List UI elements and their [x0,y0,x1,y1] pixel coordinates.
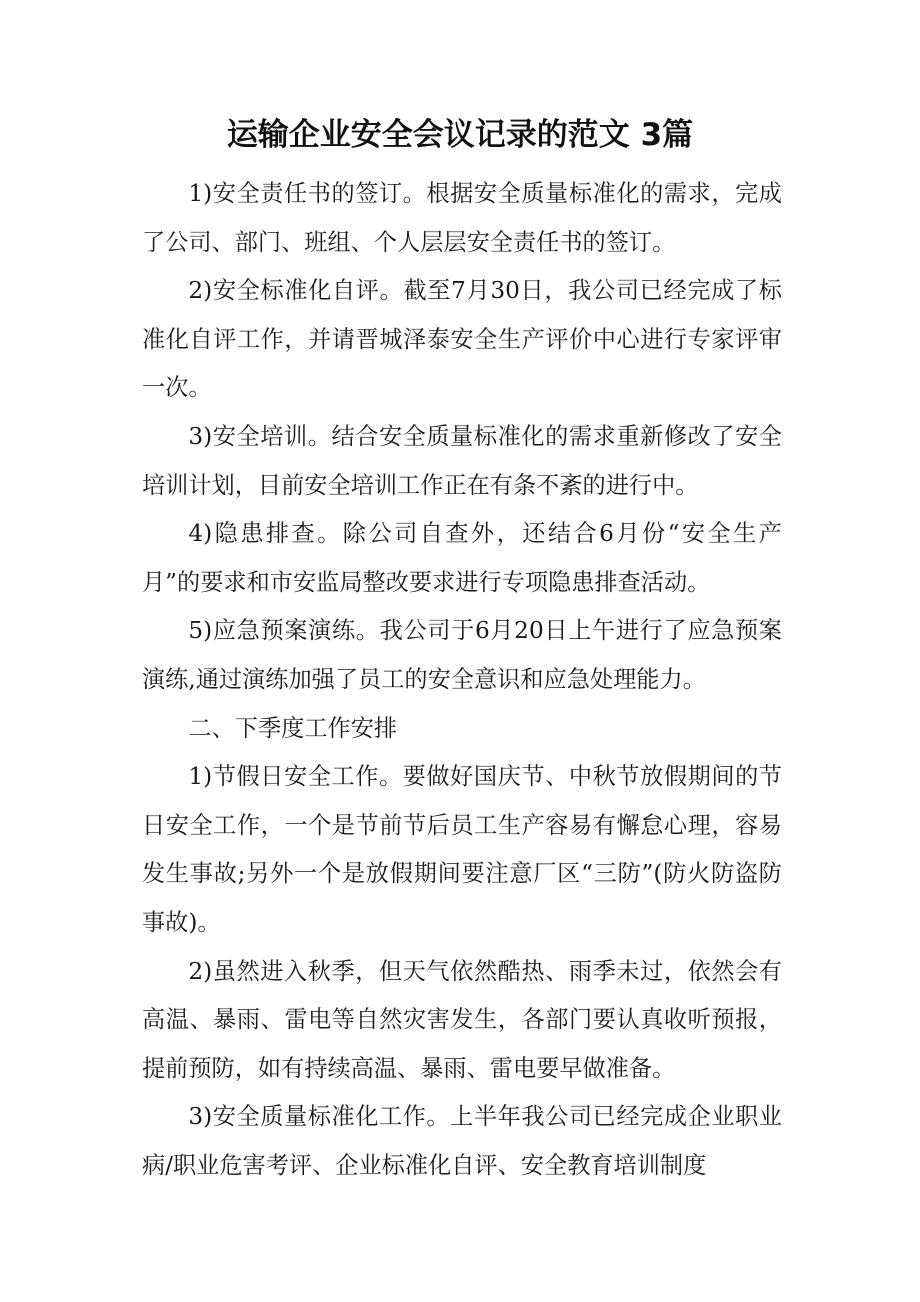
paragraph-weather-precautions: 2)虽然进入秋季，但天气依然酷热、雨季未过，依然会有高温、暴雨、雷电等自然灾害发生，各部门要认真收听预报，提前预防，如有持续高温、暴雨、雷电要早做准备。 [142,957,782,1082]
paragraph-emergency-drill: 5)应急预案演练。我公司于6月20日上午进行了应急预案演练,通过演练加强了员工的安全意识和应急处理能力。 [142,617,782,693]
paragraph-holiday-safety: 1)节假日安全工作。要做好国庆节、中秋节放假期间的节日安全工作，一个是节前节后员工生产容易有懈怠心理，容易发生事故;另外一个是放假期间要注意厂区“三防”(防火防盗防事故)。 [142,763,782,936]
paragraph-quality-standardization: 3)安全质量标准化工作。上半年我公司已经完成企业职业病/职业危害考评、企业标准化自评、安全教育培训制度 [142,1103,782,1179]
paragraph-safety-responsibility: 1)安全责任书的签订。根据安全质量标准化的需求，完成了公司、部门、班组、个人层层安全责任书的签订。 [142,180,782,256]
paragraph-standardization-self-assessment: 2)安全标准化自评。截至7月30日，我公司已经完成了标准化自评工作，并请晋城泽泰安全生产评价中心进行专家评审一次。 [142,277,782,402]
document-title: 运输企业安全会议记录的范文 3篇 [226,117,694,153]
paragraph-safety-training: 3)安全培训。结合安全质量标准化的需求重新修改了安全培训计划，目前安全培训工作正在有条不紊的进行中。 [142,422,782,499]
paragraph-hazard-inspection: 4)隐患排查。除公司自查外，还结合6月份“安全生产月”的要求和市安监局整改要求进行专项隐患排查活动。 [142,520,782,596]
section-heading-next-quarter: 二、下季度工作安排 [188,714,398,742]
document-body [142,170,782,1190]
